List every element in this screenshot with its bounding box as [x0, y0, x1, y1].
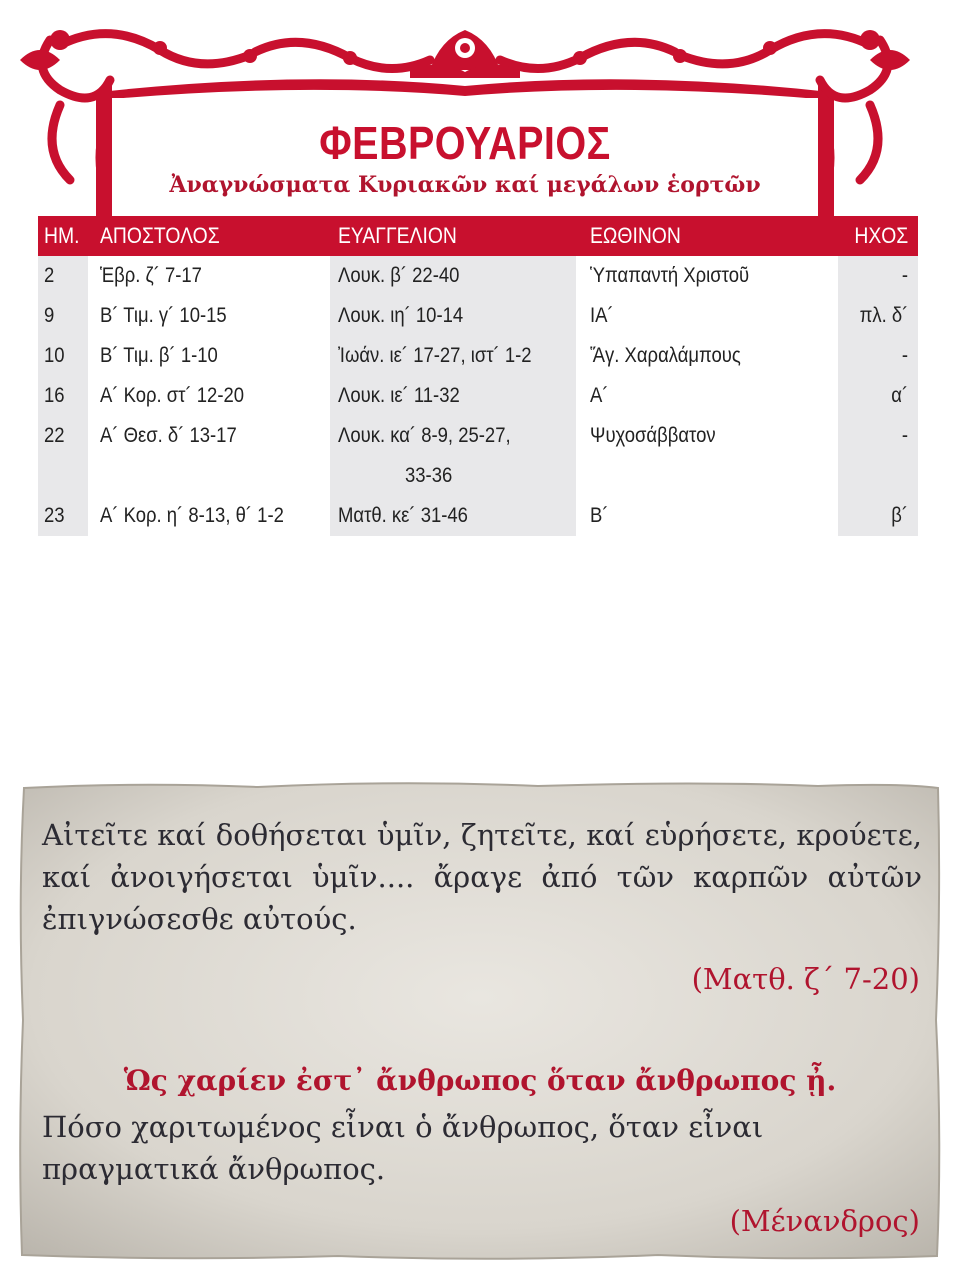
header-tone: ΗΧΟΣ — [854, 223, 908, 248]
cell-apostle: Α´ Θεσ. δ´ 13-17 — [100, 424, 237, 447]
quote-menander-ancient: Ὡς χαρίεν ἐστ᾽ ἄνθρωπος ὅταν ἄνθρωπος ᾖ. — [123, 1064, 837, 1097]
header-apostle: ΑΠΟΣΤΟΛΟΣ — [100, 223, 220, 248]
table-row — [38, 296, 918, 336]
readings-table — [38, 216, 918, 536]
header-day: ΗΜ. — [44, 223, 80, 248]
cell-gospel-continued: 33-36 — [405, 464, 453, 487]
header-eothinon: ΕΩΘΙΝΟΝ — [590, 223, 681, 248]
cell-gospel: Λουκ. ιε´ 11-32 — [338, 384, 460, 407]
table-row — [38, 256, 918, 296]
cell-tone: - — [901, 344, 908, 367]
cell-tone: β´ — [891, 504, 908, 527]
cell-gospel: Ἰωάν. ιε´ 17-27, ιστ´ 1-2 — [338, 344, 532, 367]
cell-tone: πλ. δ´ — [859, 304, 908, 327]
table-header-row — [38, 216, 918, 256]
quote-scripture-reference: (Ματθ. ζ´ 7-20) — [691, 962, 920, 996]
table-row — [38, 496, 918, 536]
page-subtitle: Ἀναγνώσματα Κυριακῶν καί μεγάλων ἑορτῶν — [169, 172, 761, 198]
title-box — [112, 98, 818, 216]
table-row — [38, 376, 918, 416]
table-row-continuation — [38, 456, 918, 496]
cell-day: 16 — [44, 384, 65, 407]
cell-eothinon: Ἅγ. Χαραλάμπους — [590, 344, 741, 367]
cell-eothinon: Β´ — [590, 504, 609, 527]
page-title: ΦΕΒΡΟΥΑΡΙΟΣ — [319, 117, 611, 169]
table-body — [38, 256, 918, 536]
cell-gospel: Λουκ. ιη´ 10-14 — [338, 304, 464, 327]
cell-day: 10 — [44, 344, 65, 367]
cell-apostle: Ἑβρ. ζ´ 7-17 — [100, 264, 202, 287]
cell-eothinon: Α´ — [590, 384, 609, 407]
cell-apostle: Β´ Τιμ. γ´ 10-15 — [100, 304, 227, 327]
cell-tone: - — [901, 424, 908, 447]
quote-menander-modern: Πόσο χαριτωμένος εἶναι ὁ ἄνθρωπος, ὅταν εἶναι πραγματικά ἄνθρωπος. — [42, 1110, 764, 1186]
cell-day: 2 — [44, 264, 55, 287]
cell-day: 9 — [44, 304, 55, 327]
cell-apostle: Β´ Τιμ. β´ 1-10 — [100, 344, 218, 367]
quote-menander-reference: (Μένανδρος) — [729, 1204, 920, 1238]
cell-eothinon: ΙΑ´ — [590, 304, 614, 327]
cell-gospel: Λουκ. β´ 22-40 — [338, 264, 460, 287]
cell-apostle: Α´ Κορ. η´ 8-13, θ´ 1-2 — [100, 504, 284, 527]
header-gospel: ΕΥΑΓΓΕΛΙΟΝ — [338, 223, 457, 248]
quote-scripture: Αἰτεῖτε καί δοθήσεται ὑμῖν, ζητεῖτε, καί εὑρήσετε, κρούετε, καί ἀνοιγήσεται ὑμῖν.... ἄραγε ἀπό τῶν καρπῶν αὐτῶν ἐπιγνώσεσθε αὐτούς. — [42, 818, 922, 936]
cell-apostle: Α´ Κορ. στ´ 12-20 — [100, 384, 245, 407]
cell-tone: - — [901, 264, 908, 287]
cell-day: 22 — [44, 424, 65, 447]
cell-tone: α´ — [891, 384, 908, 407]
table-row — [38, 336, 918, 376]
cell-eothinon: Ψυχοσάββατον — [590, 424, 716, 447]
table-row — [38, 416, 918, 456]
cell-day: 23 — [44, 504, 65, 527]
quote-parchment — [18, 780, 942, 1262]
cell-gospel: Ματθ. κε´ 31-46 — [338, 504, 468, 527]
cell-gospel: Λουκ. κα´ 8-9, 25-27, — [338, 424, 511, 447]
cell-eothinon: Ὑπαπαντή Χριστοῦ — [590, 264, 750, 287]
